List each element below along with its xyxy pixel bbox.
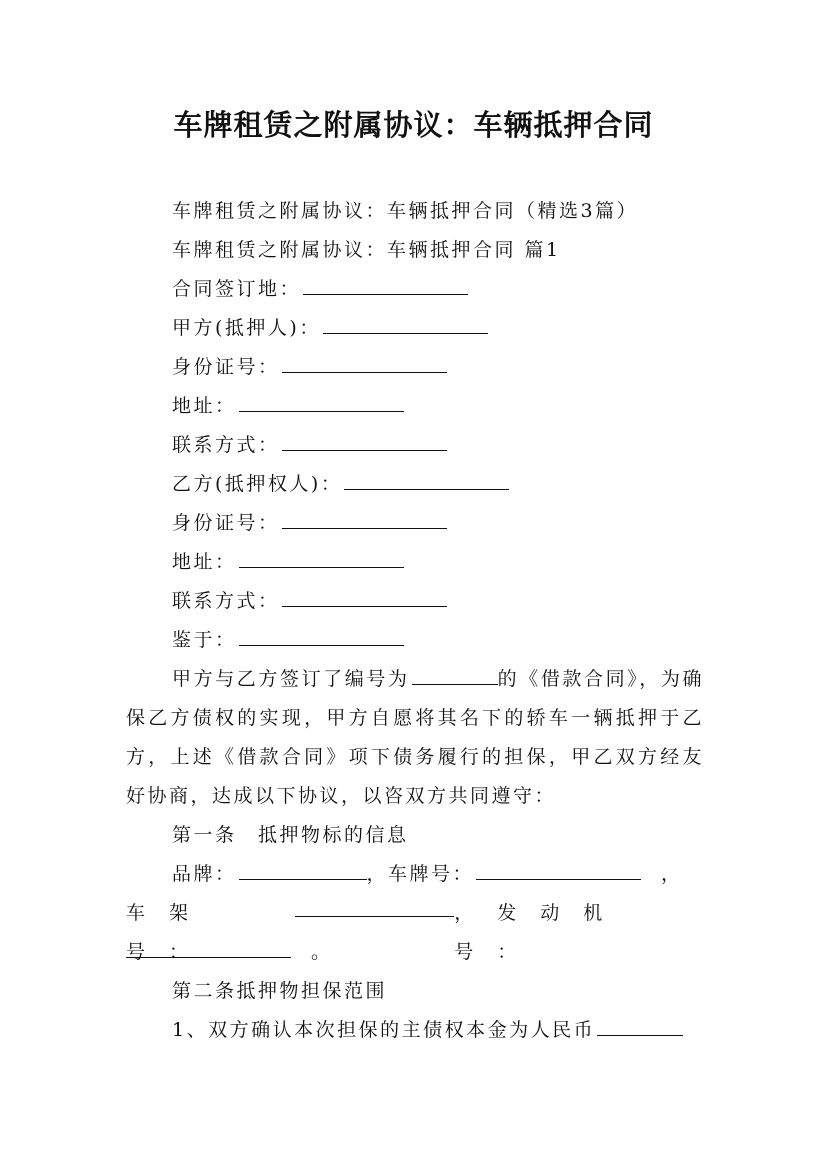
b-id-blank: [282, 506, 447, 529]
witness-row: [126, 621, 750, 660]
paragraph-loan: [126, 660, 704, 816]
plate-label: ，车牌号：: [366, 863, 475, 885]
party-a-label: 甲方(抵押人)：: [172, 317, 321, 339]
clause-1-text: 1、双方确认本次担保的主债权本金为人民币: [172, 1019, 596, 1041]
a-id-row: [126, 348, 750, 387]
witness-label: 鉴于：: [172, 629, 237, 651]
party-b-row: [126, 465, 750, 504]
b-address-blank: [239, 545, 404, 568]
b-id-row: [126, 504, 750, 543]
a-contact-label: 联系方式：: [172, 434, 280, 456]
b-contact-row: [126, 582, 750, 621]
party-b-label: 乙方(抵押权人)：: [172, 473, 343, 495]
clause-1-row: [126, 1011, 750, 1050]
principal-blank: [597, 1013, 683, 1036]
loan-post-text: 的《借款合同》，为确保乙方债权的实现，甲方自愿将其名下的轿车一辆抵押于乙方，上述《借款合同》项下债务履行的担保，甲乙双方经友好协商，达成以下协议，以咨双方共同遵守：: [126, 668, 704, 807]
a-contact-row: [126, 426, 750, 465]
b-id-label: 身份证号：: [172, 512, 280, 534]
document-title: 车牌租赁之附属协议：车辆抵押合同: [173, 108, 654, 142]
plate-blank: [476, 857, 641, 880]
witness-blank: [239, 623, 404, 646]
party-a-row: [126, 309, 750, 348]
part-heading: 车牌租赁之附属协议：车辆抵押合同 篇1: [172, 239, 561, 261]
frame-label: 车架号：: [126, 902, 213, 963]
article-2-heading: 第二条抵押物担保范围: [172, 980, 388, 1002]
engine-label: ，发动机号：: [454, 902, 627, 963]
a-address-label: 地址：: [172, 395, 237, 417]
sign-place-label: 合同签订地：: [172, 278, 302, 300]
sign-place-blank: [303, 272, 468, 295]
selected-heading: 车牌租赁之附属协议：车辆抵押合同（精选3篇）: [172, 200, 639, 222]
loan-number-blank: [412, 662, 498, 685]
brand-blank: [239, 857, 367, 880]
a-address-blank: [239, 389, 404, 412]
b-address-label: 地址：: [172, 551, 237, 573]
brand-label: 品牌：: [172, 863, 237, 885]
end-period: 。: [311, 941, 333, 963]
a-contact-blank: [282, 428, 447, 451]
plate-comma: ，: [661, 863, 683, 885]
party-b-blank: [344, 467, 509, 490]
b-contact-label: 联系方式：: [172, 590, 280, 612]
b-address-row: [126, 543, 750, 582]
a-address-row: [126, 387, 750, 426]
engine-blank-row: [126, 933, 704, 972]
engine-blank: [126, 935, 291, 958]
a-id-label: 身份证号：: [172, 356, 280, 378]
frame-blank: [295, 894, 455, 917]
loan-pre-text: 甲方与乙方签订了编号为: [172, 668, 410, 690]
article-1-heading: 第一条 抵押物标的信息: [172, 824, 409, 846]
b-contact-blank: [282, 584, 447, 607]
party-a-blank: [323, 311, 488, 334]
sign-place-row: [126, 270, 750, 309]
brand-row: [126, 855, 750, 894]
a-id-blank: [282, 350, 447, 373]
